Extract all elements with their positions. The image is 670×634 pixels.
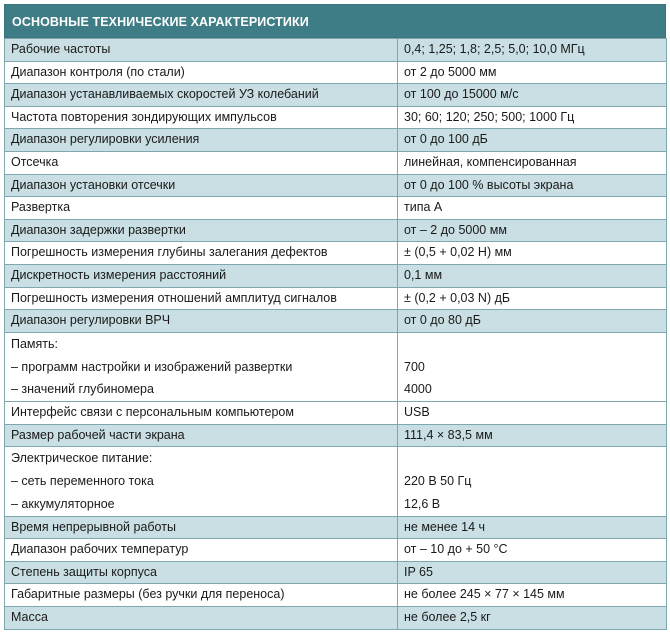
spec-value: от – 10 до + 50 °С [398, 539, 667, 562]
sub-item-value: 12,6 В [404, 496, 441, 511]
spec-name: Масса [5, 607, 398, 630]
spec-value: 30; 60; 120; 250; 500; 1000 Гц [398, 106, 667, 129]
spec-name: Диапазон рабочих температур [5, 539, 398, 562]
spec-value: не более 2,5 кг [398, 607, 667, 630]
spec-name: Габаритные размеры (без ручки для переноса) [5, 584, 398, 607]
table-row [5, 264, 667, 287]
spec-value: не менее 14 ч [398, 516, 667, 539]
table-row [5, 129, 667, 152]
table-row [5, 151, 667, 174]
spec-value-group [398, 332, 667, 401]
spec-name-group [5, 332, 398, 401]
table-row [5, 539, 667, 562]
spec-name: Диапазон регулировки ВРЧ [5, 310, 398, 333]
spec-value: линейная, компенсированная [398, 151, 667, 174]
spec-name: Размер рабочей части экрана [5, 424, 398, 447]
spec-value: от 2 до 5000 мм [398, 61, 667, 84]
spec-value: USB [398, 402, 667, 425]
table-row [5, 242, 667, 265]
spec-value: от 0 до 100 дБ [398, 129, 667, 152]
spec-name: Развертка [5, 197, 398, 220]
spec-name: Степень защиты корпуса [5, 561, 398, 584]
table-row [5, 584, 667, 607]
sub-item-value: 4000 [404, 382, 432, 397]
sub-item-name: – программ настройки и изображений развертки [11, 359, 293, 374]
table-row [5, 561, 667, 584]
spec-value: от 100 до 15000 м/с [398, 84, 667, 107]
spec-value: 111,4 × 83,5 мм [398, 424, 667, 447]
spec-name: Рабочие частоты [5, 39, 398, 62]
spec-value: ± (0,5 + 0,02 Н) мм [398, 242, 667, 265]
table-row [5, 84, 667, 107]
spec-value: от 0 до 100 % высоты экрана [398, 174, 667, 197]
spec-name: Дискретность измерения расстояний [5, 264, 398, 287]
table-row [5, 219, 667, 242]
spec-name-group [5, 447, 398, 516]
spec-value: 0,1 мм [398, 264, 667, 287]
spec-value: от – 2 до 5000 мм [398, 219, 667, 242]
spec-name: Погрешность измерения глубины залегания дефектов [5, 242, 398, 265]
spec-name: Отсечка [5, 151, 398, 174]
table-row [5, 607, 667, 630]
group-spacer [404, 333, 660, 356]
table-row [5, 39, 667, 62]
spec-table-container [4, 4, 666, 630]
spec-value: 0,4; 1,25; 1,8; 2,5; 5,0; 10,0 МГц [398, 39, 667, 62]
spec-name: Диапазон контроля (по стали) [5, 61, 398, 84]
spec-name: Диапазон задержки развертки [5, 219, 398, 242]
spec-value: IP 65 [398, 561, 667, 584]
table-row [5, 402, 667, 425]
spec-value: типа А [398, 197, 667, 220]
spec-name: Частота повторения зондирующих импульсов [5, 106, 398, 129]
table-row-memory [5, 332, 667, 401]
spec-value: от 0 до 80 дБ [398, 310, 667, 333]
group-label: Электрическое питание: [11, 451, 153, 466]
spec-value-group [398, 447, 667, 516]
spec-name: Диапазон установки отсечки [5, 174, 398, 197]
table-row [5, 174, 667, 197]
table-row [5, 106, 667, 129]
table-row [5, 516, 667, 539]
table-row-power [5, 447, 667, 516]
table-row [5, 197, 667, 220]
sub-item-value: 700 [404, 359, 425, 374]
group-label: Память: [11, 336, 59, 351]
sub-item-name: – сеть переменного тока [11, 474, 154, 489]
spec-name: Диапазон устанавливаемых скоростей УЗ колебаний [5, 84, 398, 107]
spec-value: ± (0,2 + 0,03 N) дБ [398, 287, 667, 310]
spec-name: Диапазон регулировки усиления [5, 129, 398, 152]
table-row [5, 287, 667, 310]
spec-name: Интерфейс связи с персональным компьютером [5, 402, 398, 425]
table-row [5, 61, 667, 84]
sub-item-value: 220 В 50 Гц [404, 474, 472, 489]
spec-name: Погрешность измерения отношений амплитуд сигналов [5, 287, 398, 310]
sub-item-name: – значений глубиномера [11, 382, 154, 397]
table-title: ОСНОВНЫЕ ТЕХНИЧЕСКИЕ ХАРАКТЕРИСТИКИ [4, 4, 666, 38]
spec-value: не более 245 × 77 × 145 мм [398, 584, 667, 607]
table-row [5, 310, 667, 333]
sub-item-name: – аккумуляторное [11, 496, 115, 511]
spec-name: Время непрерывной работы [5, 516, 398, 539]
table-row [5, 424, 667, 447]
spec-table [4, 38, 667, 630]
group-spacer [404, 447, 660, 470]
